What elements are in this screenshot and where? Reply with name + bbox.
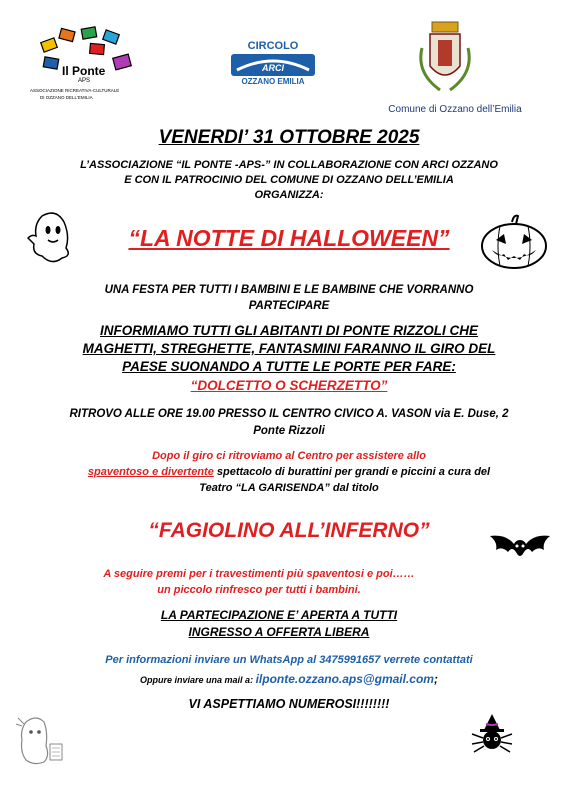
after-line-2-highlight: spaventoso e divertente xyxy=(87,466,214,478)
ilponte-name: Il Ponte xyxy=(62,64,106,78)
meeting-line-2: Ponte Rizzoli xyxy=(253,425,325,437)
intro-line-2: E CON IL PATROCINIO DEL COMUNE DI OZZANO DELL’EMILIA xyxy=(124,174,454,186)
arci-top-text: CIRCOLO xyxy=(247,40,299,52)
prizes-text xyxy=(0,566,548,598)
date-title: VENERDI’ 31 OTTOBRE 2025 xyxy=(158,127,420,148)
whatsapp-text: Per informazioni inviare un WhatsApp al 3475991657 verrete contattati xyxy=(105,654,473,666)
inform-line-3: PAESE SUONANDO A TUTTE LE PORTE PER FARE: xyxy=(122,359,456,374)
inform-line-1: INFORMIAMO TUTTI GLI ABITANTI DI PONTE RIZZOLI CHE xyxy=(100,323,478,338)
mail-prefix: Oppure inviare una mail a: xyxy=(140,675,256,685)
after-text xyxy=(0,448,578,496)
prizes-line-2: un piccolo rinfresco per tutti i bambini. xyxy=(157,584,361,596)
open-line-1: LA PARTECIPAZIONE E’ APERTA A TUTTI xyxy=(160,608,398,622)
pumpkin-icon xyxy=(478,212,550,275)
show-title: “FAGIOLINO ALL’INFERNO” xyxy=(148,519,430,542)
meeting-text xyxy=(0,406,578,440)
after-line-3: Teatro “LA GARISENDA” dal titolo xyxy=(199,482,379,494)
party-text xyxy=(0,282,578,314)
inform-line-2: MAGHETTI, STREGHETTE, FANTASMINI FARANNO IL GIRO DEL xyxy=(82,341,496,356)
ilponte-tagline-2: DI OZZANO DELL'EMILIA xyxy=(40,95,93,100)
ilponte-tagline-1: ASSOCIAZIONE RICREATIVA-CULTURALE xyxy=(30,88,120,93)
arci-logo xyxy=(228,40,318,100)
intro-line-1: L’ASSOCIAZIONE “IL PONTE -APS-” IN COLLABORAZIONE CON ARCI OZZANO xyxy=(80,159,498,171)
mail-address[interactable]: ilponte.ozzano.aps@gmail.com xyxy=(255,672,434,686)
trick-or-treat: “DOLCETTO O SCHERZETTO” xyxy=(190,378,388,393)
spider-icon xyxy=(468,712,516,763)
arci-mark xyxy=(231,54,315,76)
comune-logo xyxy=(410,18,480,98)
inform-text xyxy=(0,322,578,376)
mail-suffix: ; xyxy=(433,672,438,686)
ghost-lantern-icon xyxy=(14,712,66,773)
party-line-2: PARTECIPARE xyxy=(248,300,330,312)
bat-icon xyxy=(488,530,552,571)
after-line-2 xyxy=(0,464,578,480)
open-line-2: INGRESSO A OFFERTA LIBERA xyxy=(188,625,370,639)
meeting-line-1: RITROVO ALLE ORE 19.00 PRESSO IL CENTRO CIVICO A. VASON via E. Duse, 2 xyxy=(69,408,509,420)
closing-text: VI ASPETTIAMO NUMEROSI!!!!!!!! xyxy=(188,697,390,711)
arci-bottom-text: OZZANO EMILIA xyxy=(241,77,305,86)
ilponte-logo xyxy=(30,26,160,106)
mail-line xyxy=(0,670,578,689)
after-line-2-rest: spettacolo di burattini per grandi e piccini a cura del xyxy=(213,466,491,478)
intro-line-3: ORGANIZZA: xyxy=(254,189,324,201)
comune-caption: Comune di Ozzano dell’Emilia xyxy=(388,104,522,115)
ilponte-aps: APS xyxy=(78,78,91,84)
party-line-1: UNA FESTA PER TUTTI I BAMBINI E LE BAMBINE CHE VORRANNO xyxy=(104,284,474,296)
prizes-line-1: A seguire premi per i travestimenti più spaventosi e poi…… xyxy=(103,568,415,580)
arci-middle-text: ARCI xyxy=(262,63,284,73)
comune-crest-icon xyxy=(410,18,480,98)
open-text xyxy=(0,607,568,641)
event-title: “LA NOTTE DI HALLOWEEN” xyxy=(128,225,450,251)
intro-text xyxy=(0,158,578,203)
after-line-1: Dopo il giro ci ritroviamo al Centro per assistere allo xyxy=(152,450,426,462)
